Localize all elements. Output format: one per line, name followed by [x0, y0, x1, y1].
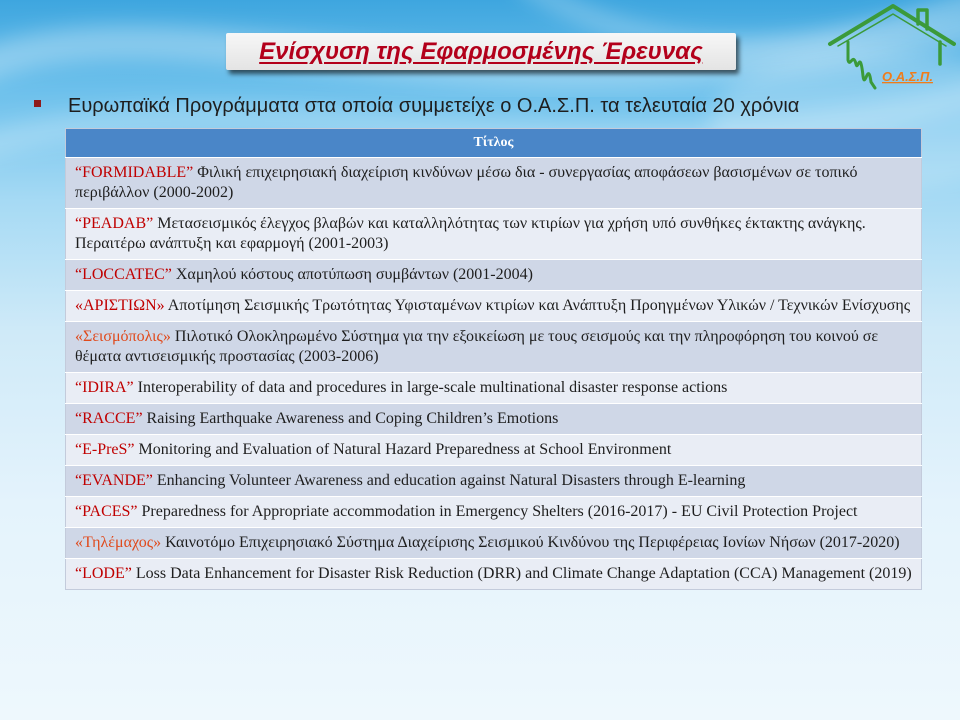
- project-description: Μετασεισμικός έλεγχος βλαβών και καταλληλότητας των κτιρίων για χρήση υπό συνθήκες έκτακτης ανάγκης. Περαιτέρω ανάπτυξη και εφαρμογή (2001-2003): [75, 215, 866, 252]
- oasp-logo: [826, 2, 956, 94]
- project-acronym: “EVANDE”: [75, 472, 153, 489]
- bullet-text: Ευρωπαϊκά Προγράμματα στα οποία συμμετείχε ο Ο.Α.Σ.Π. τα τελευταία 20 χρόνια: [68, 95, 800, 117]
- project-cell: [66, 260, 922, 291]
- project-acronym: “PACES”: [75, 503, 138, 520]
- project-acronym: «Τηλέμαχος»: [75, 534, 162, 551]
- project-description: Monitoring and Evaluation of Natural Hazard Preparedness at School Environment: [138, 441, 672, 458]
- project-cell: [66, 528, 922, 559]
- table-row: [66, 291, 922, 322]
- project-acronym: “RACCE”: [75, 410, 143, 427]
- project-acronym: “FORMIDABLE”: [75, 164, 194, 181]
- table-row: [66, 435, 922, 466]
- project-acronym: “LODE”: [75, 565, 132, 582]
- table-row: [66, 209, 922, 260]
- project-description: Χαμηλού κόστους αποτύπωση συμβάντων (2001-2004): [175, 266, 533, 283]
- logo-text: Ο.Α.Σ.Π.: [882, 69, 933, 84]
- table-row: [66, 373, 922, 404]
- project-acronym: “PEADAB”: [75, 215, 154, 232]
- table-row: [66, 322, 922, 373]
- project-description: Raising Earthquake Awareness and Coping Children’s Emotions: [146, 410, 559, 427]
- project-cell: [66, 209, 922, 260]
- square-bullet-icon: [34, 100, 41, 107]
- project-cell: [66, 322, 922, 373]
- project-cell: [66, 373, 922, 404]
- slide-title-box: [226, 33, 736, 70]
- table-row: [66, 260, 922, 291]
- project-description: Preparedness for Appropriate accommodation in Emergency Shelters (2016-2017) - EU Civil Protection Project: [141, 503, 858, 520]
- table-row: [66, 559, 922, 590]
- table-row: [66, 466, 922, 497]
- project-cell: [66, 435, 922, 466]
- project-description: Αποτίμηση Σεισμικής Τρωτότητας Υφισταμένων κτιρίων και Ανάπτυξη Προηγμένων Υλικών / Τεχνικών Ενίσχυσης: [167, 297, 911, 314]
- table-row: [66, 497, 922, 528]
- project-acronym: “LOCCATEC”: [75, 266, 172, 283]
- column-header-title: Τίτλος: [66, 129, 922, 158]
- project-description: Καινοτόμο Επιχειρησιακό Σύστημα Διαχείρισης Σεισμικού Κινδύνου της Περιφέρειας Ιονίων Νήσων (2017-2020): [165, 534, 900, 551]
- table-header-row: [66, 129, 922, 158]
- project-cell: [66, 291, 922, 322]
- table-row: [66, 158, 922, 209]
- project-acronym: «ΑΡΙΣΤΙΩΝ»: [75, 297, 165, 314]
- projects-table: [65, 128, 922, 590]
- project-acronym: “E-PreS”: [75, 441, 135, 458]
- project-cell: [66, 497, 922, 528]
- project-description: Πιλοτικό Ολοκληρωμένο Σύστημα για την εξοικείωση με τους σεισμούς και την πληροφόρηση του κοινού σε θέματα αντισεισμικής προστασίας (2003-2006): [75, 328, 879, 365]
- project-description: Loss Data Enhancement for Disaster Risk Reduction (DRR) and Climate Change Adaptation (CCA) Management (2019): [135, 565, 912, 582]
- project-acronym: “IDIRA”: [75, 379, 134, 396]
- project-description: Enhancing Volunteer Awareness and education against Natural Disasters through E-learning: [156, 472, 746, 489]
- project-description: Interoperability of data and procedures in large-scale multinational disaster response actions: [137, 379, 728, 396]
- project-cell: [66, 466, 922, 497]
- table-row: [66, 404, 922, 435]
- table-row: [66, 528, 922, 559]
- project-cell: [66, 158, 922, 209]
- project-acronym: «Σεισμόπολις»: [75, 328, 171, 345]
- project-description: Φιλική επιχειρησιακή διαχείριση κινδύνων μέσω δια - συνεργασίας αποφάσεων βασισμένων σε τοπικό περιβάλλον (2000-2002): [75, 164, 858, 201]
- project-cell: [66, 404, 922, 435]
- slide-title: Ενίσχυση της Εφαρμοσμένης Έρευνας: [259, 37, 703, 65]
- project-cell: [66, 559, 922, 590]
